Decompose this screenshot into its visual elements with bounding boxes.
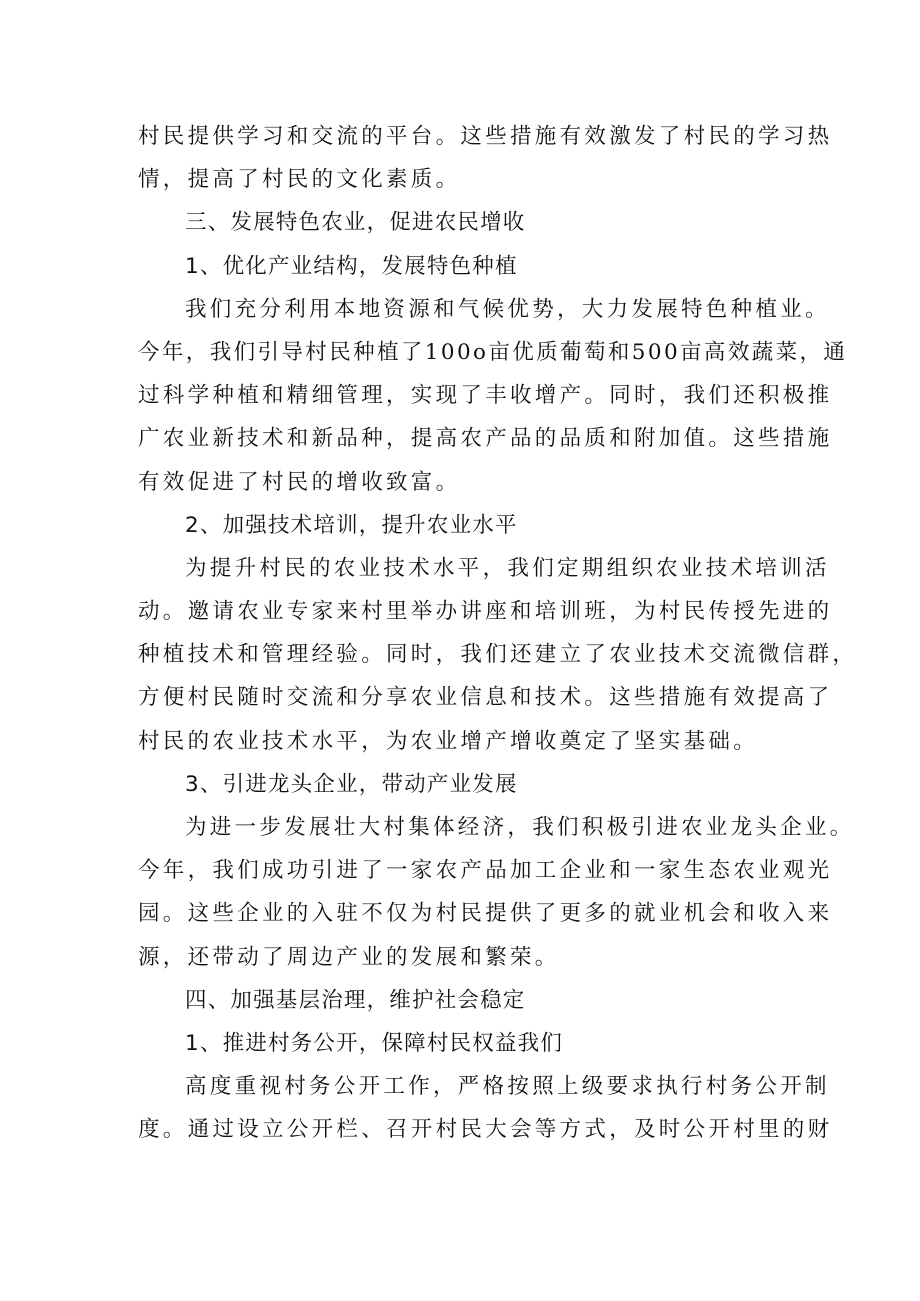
paragraph-line: 方便村民随时交流和分享农业信息和技术。这些措施有效提高了 — [138, 685, 833, 711]
paragraph-line: 动。邀请农业专家来村里举办讲座和培训班，为村民传授先进的 — [138, 599, 833, 625]
paragraph-line: 源，还带动了周边产业的发展和繁荣。 — [138, 944, 560, 970]
paragraph-line: 村民提供学习和交流的平台。这些措施有效激发了村民的学习热 — [138, 124, 833, 149]
paragraph-line: 为进一步发展壮大村集体经济，我们积极引进农业龙头企业。 — [185, 815, 855, 840]
section-heading: 三、发展特色农业，促进农民增收 — [185, 210, 526, 236]
section-heading: 2、加强技术培训，提升农业水平 — [185, 512, 518, 538]
paragraph-line: 过科学种植和精细管理，实现了丰收增产。同时，我们还积极推 — [138, 383, 833, 409]
paragraph-line: 园。这些企业的入驻不仅为村民提供了更多的就业机会和收入来 — [138, 901, 833, 927]
document-body — [138, 115, 858, 1152]
section-heading: 1、优化产业结构，发展特色种植 — [185, 253, 518, 279]
paragraph-line: 今年，我们引导村民种植了100o亩优质葡萄和500亩高效蔬菜，通 — [138, 339, 848, 365]
paragraph-line: 有效促进了村民的增收致富。 — [138, 469, 461, 495]
paragraph-line: 情，提高了村民的文化素质。 — [138, 167, 461, 193]
paragraph-line: 我们充分利用本地资源和气候优势，大力发展特色种植业。 — [185, 296, 830, 322]
section-heading: 1、推进村务公开，保障村民权益我们 — [185, 1030, 564, 1056]
section-heading: 3、引进龙头企业，带动产业发展 — [185, 771, 518, 797]
section-heading: 四、加强基层治理，维护社会稳定 — [185, 987, 526, 1013]
paragraph-line: 高度重视村务公开工作，严格按照上级要求执行村务公开制 — [185, 1074, 830, 1100]
paragraph-line: 度。通过设立公开栏、召开村民大会等方式，及时公开村里的财 — [138, 1117, 833, 1143]
paragraph-line: 广农业新技术和新品种，提高农产品的品质和附加值。这些措施 — [138, 426, 833, 452]
paragraph-line: 今年，我们成功引进了一家农产品加工企业和一家生态农业观光 — [138, 858, 833, 884]
paragraph-line: 为提升村民的农业技术水平，我们定期组织农业技术培训活 — [185, 555, 830, 581]
paragraph-line: 种植技术和管理经验。同时，我们还建立了农业技术交流微信群， — [138, 642, 858, 668]
paragraph-line: 村民的农业技术水平，为农业增产增收奠定了坚实基础。 — [138, 728, 759, 754]
